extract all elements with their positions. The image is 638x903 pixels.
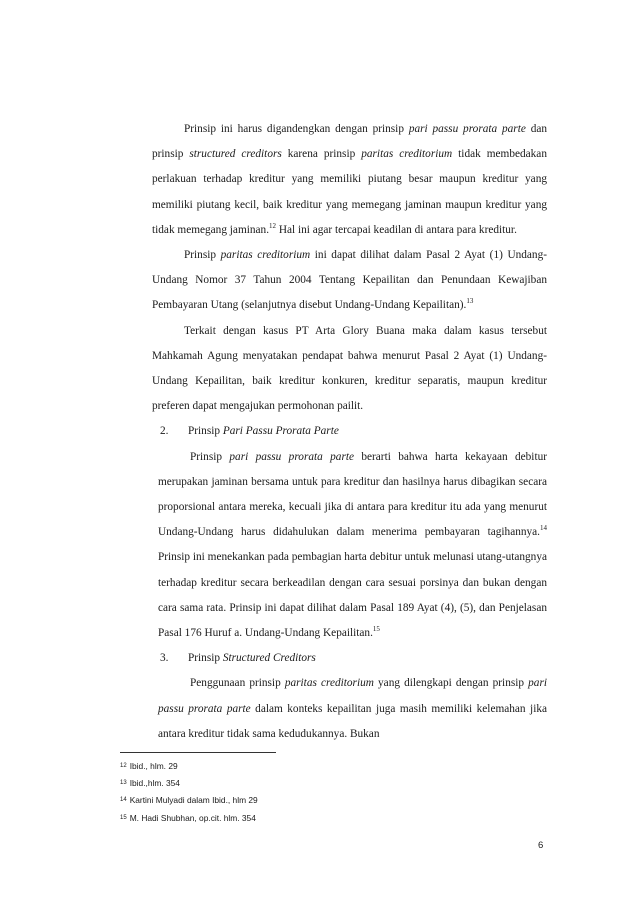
text-run: Prinsip	[184, 249, 221, 262]
text-run: dalam konteks kepailitan juga masih memiliki kelemahan jika antara kreditur tidak sama kedudukannya. Bukan	[158, 702, 547, 740]
section-heading-3	[152, 646, 547, 671]
text-run: Terkait dengan kasus PT Arta Glory Buana maka dalam kasus tersebut Mahkamah Agung menyatakan pendapat bahwa menurut Pasal 2 Ayat (1) Undang-Undang Kepailitan, baik kreditur konkuren, kreditur separatis, maupun kreditur preferen dapat mengajukan permohonan pailit.	[152, 324, 547, 413]
footnote-reference: 12	[269, 221, 277, 230]
footnote-number: 13	[120, 780, 127, 787]
footnote-reference: 13	[466, 297, 474, 306]
section-label-italic: Pari Passu Prorata Parte	[222, 425, 339, 438]
section-label-italic: Structured Creditors	[222, 652, 316, 665]
footnote-number: 12	[120, 763, 127, 769]
section-number: 3.	[160, 652, 169, 665]
italic-term: structured creditors	[189, 148, 282, 161]
footnote	[120, 792, 540, 809]
footnote-text: Kartini Mulyadi dalam Ibid., hlm 29	[129, 795, 258, 806]
section-label: Prinsip	[188, 652, 223, 665]
italic-term: pari passu prorata parte	[229, 450, 354, 463]
text-run: dan prinsip	[152, 123, 548, 161]
italic-term: paritas creditorium	[220, 249, 311, 262]
text-run: Hal ini agar tercapai keadilan di antara para kreditur.	[276, 223, 517, 236]
text-run: karena prinsip	[281, 148, 362, 161]
footnote	[120, 775, 540, 792]
text-run: Prinsip ini harus digandengkan dengan prinsip	[184, 123, 409, 135]
text-run: berarti bahwa harta kekayaan debitur merupakan jaminan bersama untuk para kreditur dan hasilnya harus dibagikan secara proporsional antara mereka, kecuali jika di antara para kreditur itu ada yang menurut Undang-Undang harus didahulukan dalam menerima pembayaran tagihannya.	[158, 450, 547, 539]
paragraph-arta-glory	[152, 319, 547, 420]
italic-term: pari passu prorata parte	[158, 677, 547, 715]
footnote	[120, 810, 540, 827]
footnotes	[120, 758, 540, 827]
text-run: yang dilengkapi dengan prinsip	[373, 677, 529, 690]
section-number: 2.	[160, 425, 169, 438]
footnote-text: Ibid., hlm. 29	[129, 761, 178, 771]
paragraph-pasal-2	[152, 243, 547, 319]
text-run: Prinsip ini menekankan pada pembagian harta debitur untuk melunasi utang-utangnya terhadap kreditur secara berkeadilan dengan cara sesuai porsinya dan bukan dengan cara sama rata. Prinsip ini dapat dilihat dalam Pasal 189 Ayat (4), (5), dan Penjelasan Pasal 176 Huruf a. Undang-Undang Kepailitan.	[158, 551, 547, 640]
main-text	[152, 117, 547, 747]
italic-term: pari passu prorata parte	[408, 123, 526, 135]
footnote-reference: 14	[540, 524, 547, 533]
paragraph-paritas-creditorium	[152, 117, 547, 243]
footnote-number: 14	[120, 797, 127, 804]
italic-term: paritas creditorium	[284, 677, 374, 690]
italic-term: paritas creditorium	[361, 148, 453, 161]
footnote-reference: 15	[372, 625, 380, 634]
text-run: tidak membedakan perlakuan terhadap kreditur yang memiliki piutang besar maupun kreditur yang memiliki piutang kecil, baik kreditur yang memegang jaminan maupun kreditur yang tidak memegang jaminan.	[152, 148, 547, 236]
footnote-divider	[120, 752, 276, 753]
text-run: Prinsip	[190, 450, 230, 463]
page-number: 6	[538, 840, 544, 851]
footnote-number: 15	[120, 814, 127, 821]
text-run: Penggunaan prinsip	[190, 677, 285, 690]
paragraph-structured-creditors	[152, 671, 547, 747]
text-run: ini dapat dilihat dalam Pasal 2 Ayat (1) Undang-Undang Nomor 37 Tahun 2004 Tentang Kepailitan dan Penundaan Kewajiban Pembayaran Utang (selanjutnya disebut Undang-Undang Kepailitan).	[152, 249, 547, 312]
footnote	[120, 758, 540, 775]
paragraph-pari-passu	[152, 445, 547, 647]
footnote-text: M. Hadi Shubhan, op.cit. hlm. 354	[129, 812, 256, 823]
section-heading-2	[152, 419, 547, 444]
footnote-text: Ibid.,hlm. 354	[129, 778, 180, 789]
section-label: Prinsip	[188, 425, 223, 438]
